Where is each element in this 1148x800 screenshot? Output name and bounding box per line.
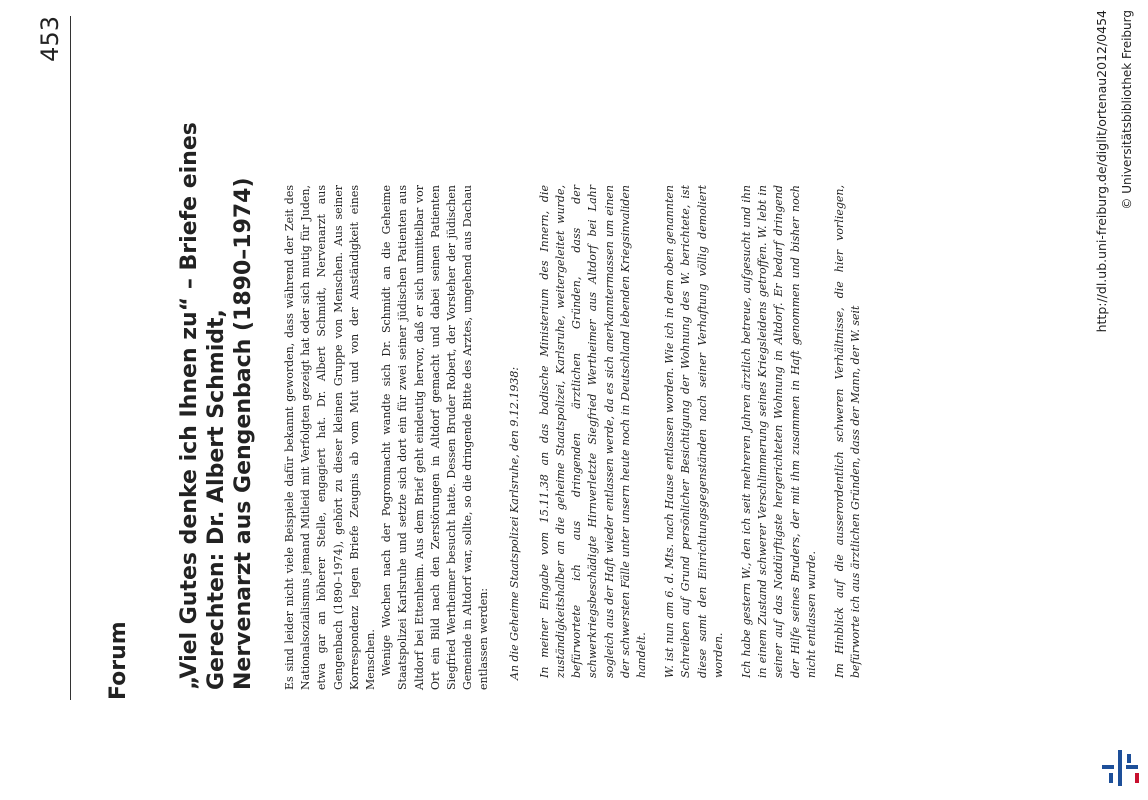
logo-bar (1109, 773, 1113, 783)
logo-bar (1126, 765, 1138, 769)
article-title (176, 30, 257, 690)
library-sidebar (1090, 0, 1148, 800)
title-line: „Viel Gutes denke ich Ihnen zu“ – Briefe eines (177, 122, 202, 690)
title-line: Gerechten: Dr. Albert Schmidt, (204, 309, 229, 690)
letter-paragraph: W. ist nun am 6. d. Mts. nach Hause entlassen worden. Wie ich in dem oben genannten Schreiben auf Grund persönlicher Besichtigung der Wohnung des W. berichtete, ist diese samt den Einrichtungsgegenständen nach seiner Verhaftung völlig demoliert worden. (663, 185, 725, 678)
logo-bar (1127, 754, 1131, 763)
letter-paragraph: Im Hinblick auf die ausserordentlich schweren Verhältnisse, die hier vorliegen, befürworte ich aus ärztlichen Gründen, dass der Mann, der W. seit (833, 185, 863, 678)
letter-paragraph: Ich habe gestern W., den ich seit mehreren Jahren ärztlich betreue, aufgesucht und ihn in einem Zustand schwerer Verschlimmerung seines Kriegsleidens getroffen. W. lebt in seiner auf das Notdürftigste hergerichteten Wohnung in Altdorf. Er bedarf dringend der Hilfe seines Bruders, der mit ihm zusammen in Haft genommen und bisher noch nicht entlassen wurde. (740, 185, 818, 678)
copyright-notice: © Universitätsbibliothek Freiburg (1120, 10, 1134, 210)
article-body (282, 185, 865, 690)
body-paragraph: Wenige Wochen nach der Pogromnacht wandte sich Dr. Schmidt an die Geheime Staatspolizei Karlsruhe und setzte sich dort ein für zwei seiner jüdischen Patienten aus Altdorf bei Ettenheim. Aus dem Brief geht eindeutig hervor, daß er sich unmittelbar vor Ort ein Bild nach den Zerstörungen in Altdorf gemacht und dabei seinen Patienten Siegfried Wertheimer besucht hatte. Dessen Bruder Robert, der Vorsteher der jüdischen Gemeinde in Altdorf war, sollte, so die dringende Bitte des Arztes, umgehend aus Dachau entlassen werden: (380, 185, 491, 690)
ub-freiburg-logo-icon (1100, 748, 1144, 788)
rotated-sidebar (1090, 0, 1148, 800)
page-number: 453 (36, 16, 64, 62)
logo-bar (1102, 765, 1114, 769)
source-url-link[interactable]: http://dl.ub.uni-freiburg.de/diglit/ortenau2012/0454 (1094, 10, 1109, 333)
letter-salutation: An die Geheime Staatspolizei Karlsruhe, den 9.12.1938: (507, 366, 521, 680)
section-heading: Forum (106, 621, 131, 700)
header-rule (70, 16, 71, 700)
logo-bar (1118, 750, 1122, 786)
title-line: Nervenarzt aus Gengenbach (1890–1974) (231, 177, 256, 690)
body-paragraph: Es sind leider nicht viele Beispiele dafür bekannt geworden, dass während der Zeit des Nationalsozialismus jemand Mitleid mit Verfolgten gezeigt hat oder sich mutig für Juden, etwa gar an höherer Stelle, engagiert hat. Dr. Albert Schmidt, Nervenarzt aus Gengenbach (1890–1974), gehört zu dieser kleinen Gruppe von Menschen. Aus seiner Korrespondenz legen Briefe Zeugnis ab vom Mut und von der Anständigkeit eines Menschen. (283, 185, 378, 690)
letter-paragraph: In meiner Eingabe vom 15.11.38 an das badische Ministerium des Innern, die zuständigkeitshalber an die geheime Staatspolizei, Karlsruhe, weitergeleitet wurde, befürwortete ich aus dringenden ärztlichen Gründen, dass der schwerkriegsbeschädigte Hirnverletzte Siegfried Wertheimer aus Altdorf bei Lahr sogleich aus der Haft wieder entlassen werde, da es sich anerkanntermassen um einen der schwersten Fälle unter unsern heute noch in Deutschland lebenden Kriegsinvaliden handelt. (537, 185, 649, 678)
logo-bar (1135, 773, 1139, 783)
